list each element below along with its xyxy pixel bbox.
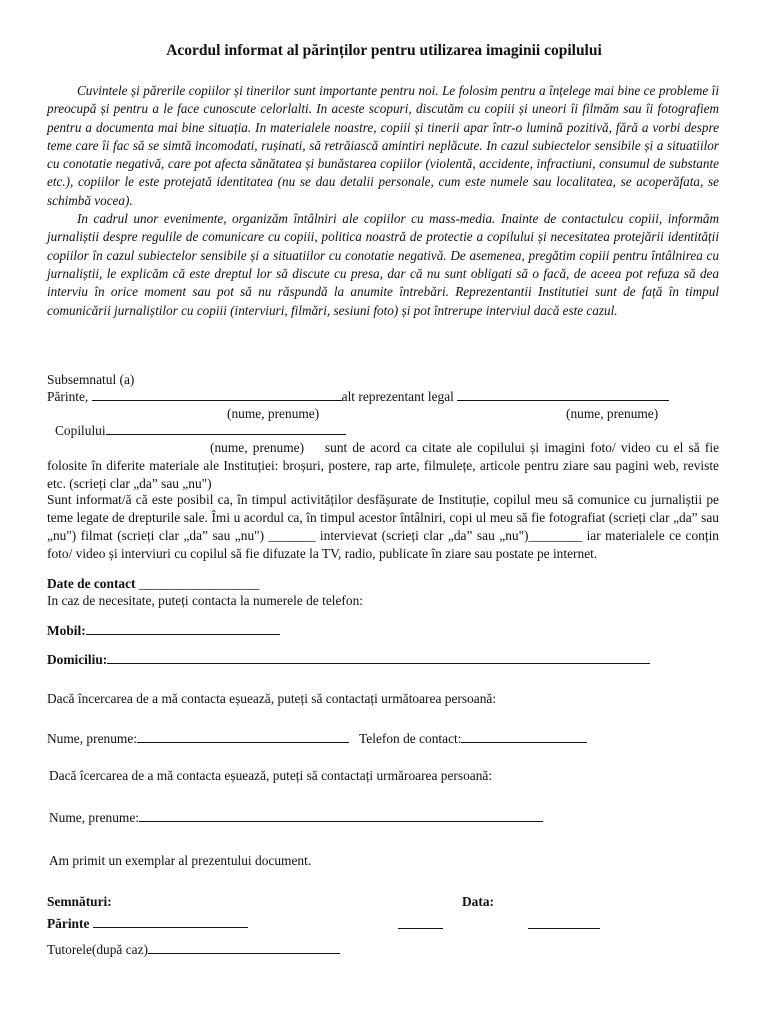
child-name-field[interactable] bbox=[106, 422, 346, 435]
domicile-field[interactable] bbox=[107, 651, 650, 664]
domicile-label: Domiciliu: bbox=[47, 652, 108, 667]
contact-date-row bbox=[47, 575, 259, 593]
child-label: Copilului bbox=[55, 423, 106, 438]
fallback-contact-row-1 bbox=[47, 730, 587, 748]
mobile-field[interactable] bbox=[86, 622, 280, 635]
intro-section bbox=[47, 82, 719, 320]
phone-contact-label: Telefon de contact: bbox=[359, 731, 462, 746]
phone-intro: In caz de necesitate, puteți contacta la numerele de telefon: bbox=[47, 593, 364, 608]
undersigned-label: Subsemnatul (a) bbox=[47, 372, 135, 387]
name-hint-rep: (nume, prenume) bbox=[566, 406, 659, 421]
other-rep-name-field[interactable] bbox=[457, 388, 669, 401]
contact-date-blank[interactable]: __________________ bbox=[138, 576, 260, 591]
child-row bbox=[55, 422, 346, 440]
parent-sign-label: Părinte bbox=[47, 916, 90, 931]
informed-text: Sunt informat/ă că este posibil ca, în timpul activităților desfășurate de Instituție, copilul meu să comunice cu jurnaliștii pe teme legate de drepturile sale. Îmi u acordul ca, în timpul acestor întâlniri, copi ul meu să fie fotografiat (scrieți clar „da” sau „nu") filmat (scrieți clar „da” sau „nu") _______ intervievat (scrieți clar „da” sau „nu")________ iar materialele ce conțin foto/ video și interviuri cu copilul să fie difuzate la TV, radio, publicate în ziare sau postate pe internet. bbox=[47, 492, 719, 561]
tutor-label: Tutorele(după caz) bbox=[47, 942, 149, 957]
name-hint-parent: (nume, prenume) bbox=[227, 406, 320, 421]
fallback-text-2: Dacă îcercarea de a mă contacta eșuează, puteți să contactați urmăroarea persoană: bbox=[49, 768, 493, 783]
fallback-name-field-1[interactable] bbox=[137, 730, 349, 743]
parent-sign-row bbox=[47, 915, 248, 933]
fallback-text-1: Dacă încercarea de a mă contacta eșuează, puteți să contactați următoarea persoană: bbox=[47, 691, 497, 706]
fallback-name-field-2[interactable] bbox=[139, 809, 543, 822]
copy-received-text: Am primit un exemplar al prezentului document. bbox=[49, 853, 312, 868]
parent-label: Părinte, bbox=[47, 389, 89, 404]
consent-block bbox=[47, 439, 719, 493]
fallback-contact-row-2 bbox=[49, 809, 543, 827]
name-label-1: Nume, prenume: bbox=[47, 731, 137, 746]
contact-date-label: Date de contact bbox=[47, 576, 136, 591]
tutor-row bbox=[47, 941, 340, 959]
intro-paragraph-2: In cadrul unor evenimente, organizăm întâlniri ale copiilor cu mass-media. Inainte de contactulcu copiii, informăm jurnaliștii despre regulile de comunicare cu copiii, politica noastră de protectie a copilului și necesitatea protejării identității copiilor în cazul subiectelor sensibile și a situatiilor cu conotatie negativă. De asemenea, pregătim copiii pentru întâlnirea cu jurnaliștii, le explicăm că este dreptul lor să discute cu presa, dar că nu sunt obligati să o facă, de aceea pot refuza să dea interviu în orice moment sau pot să nu răspundă la anumite întrebări. Reprezentantii Institutiei sunt de față în timpul comunicării jurnaliștilor cu copiii (interviuri, filmări, sesiuni foto) și pot întrerupe interviul dacă este cazul. bbox=[47, 211, 719, 318]
phone-contact-field[interactable] bbox=[461, 730, 587, 743]
name-hint-child: (nume, prenume) bbox=[210, 440, 305, 455]
tutor-signature-field[interactable] bbox=[148, 941, 340, 954]
parent-row bbox=[47, 388, 669, 406]
consent-text: sunt de acord ca citate ale copilului și imagini foto/ video cu el să fie folosite în diferite materiale ale Instituției: broșuri, postere, rap arte, filmulețe, articole pentru ziare sau pagini web, reviste etc. (scrieți clar „da” sau „nu") bbox=[47, 440, 720, 491]
signatures-label: Semnături: bbox=[47, 894, 112, 909]
date-day-field[interactable] bbox=[398, 916, 443, 934]
date-year-field[interactable] bbox=[528, 916, 600, 934]
document-title: Acordul informat al părinților pentru utilizarea imaginii copilului bbox=[166, 42, 602, 59]
parent-signature-field[interactable] bbox=[93, 915, 248, 928]
mobile-label: Mobil: bbox=[47, 623, 86, 638]
name-label-2: Nume, prenume: bbox=[49, 810, 139, 825]
other-rep-label: alt reprezentant legal bbox=[341, 389, 454, 404]
mobile-row bbox=[47, 622, 280, 640]
intro-paragraph-1: Cuvintele și părerile copiilor și tinerilor sunt importante pentru noi. Le folosim pentru a înțelege mai bine ce probleme îi preocupă și pentru a le face cunoscute celorlalti. In aceste scopuri, discutăm cu copiii și uneori îi filmăm sau îi fotografiem pentru a documenta mai bine situația. In materialele noastre, copiii și tinerii apar într-o lumină pozitivă, fără a vorbi despre teme care îi fac să se simtă incomodati, rușinati, să retrăiască amintiri neplăcute. In cazul subiectelor sensibile și a situatiilor cu conotatie negativă, care pot afecta sănătatea și bunăstarea copiilor (violentă, accidente, infractiuni, consumul de substante etc.), copiilor le este protejată identitatea (nu se dau detalii personale, cum este numele sau localitatea, se acoperăfata, se schimbă vocea). bbox=[47, 83, 719, 208]
parent-name-field[interactable] bbox=[92, 388, 342, 401]
date-label: Data: bbox=[462, 894, 494, 909]
domicile-row bbox=[47, 651, 650, 669]
